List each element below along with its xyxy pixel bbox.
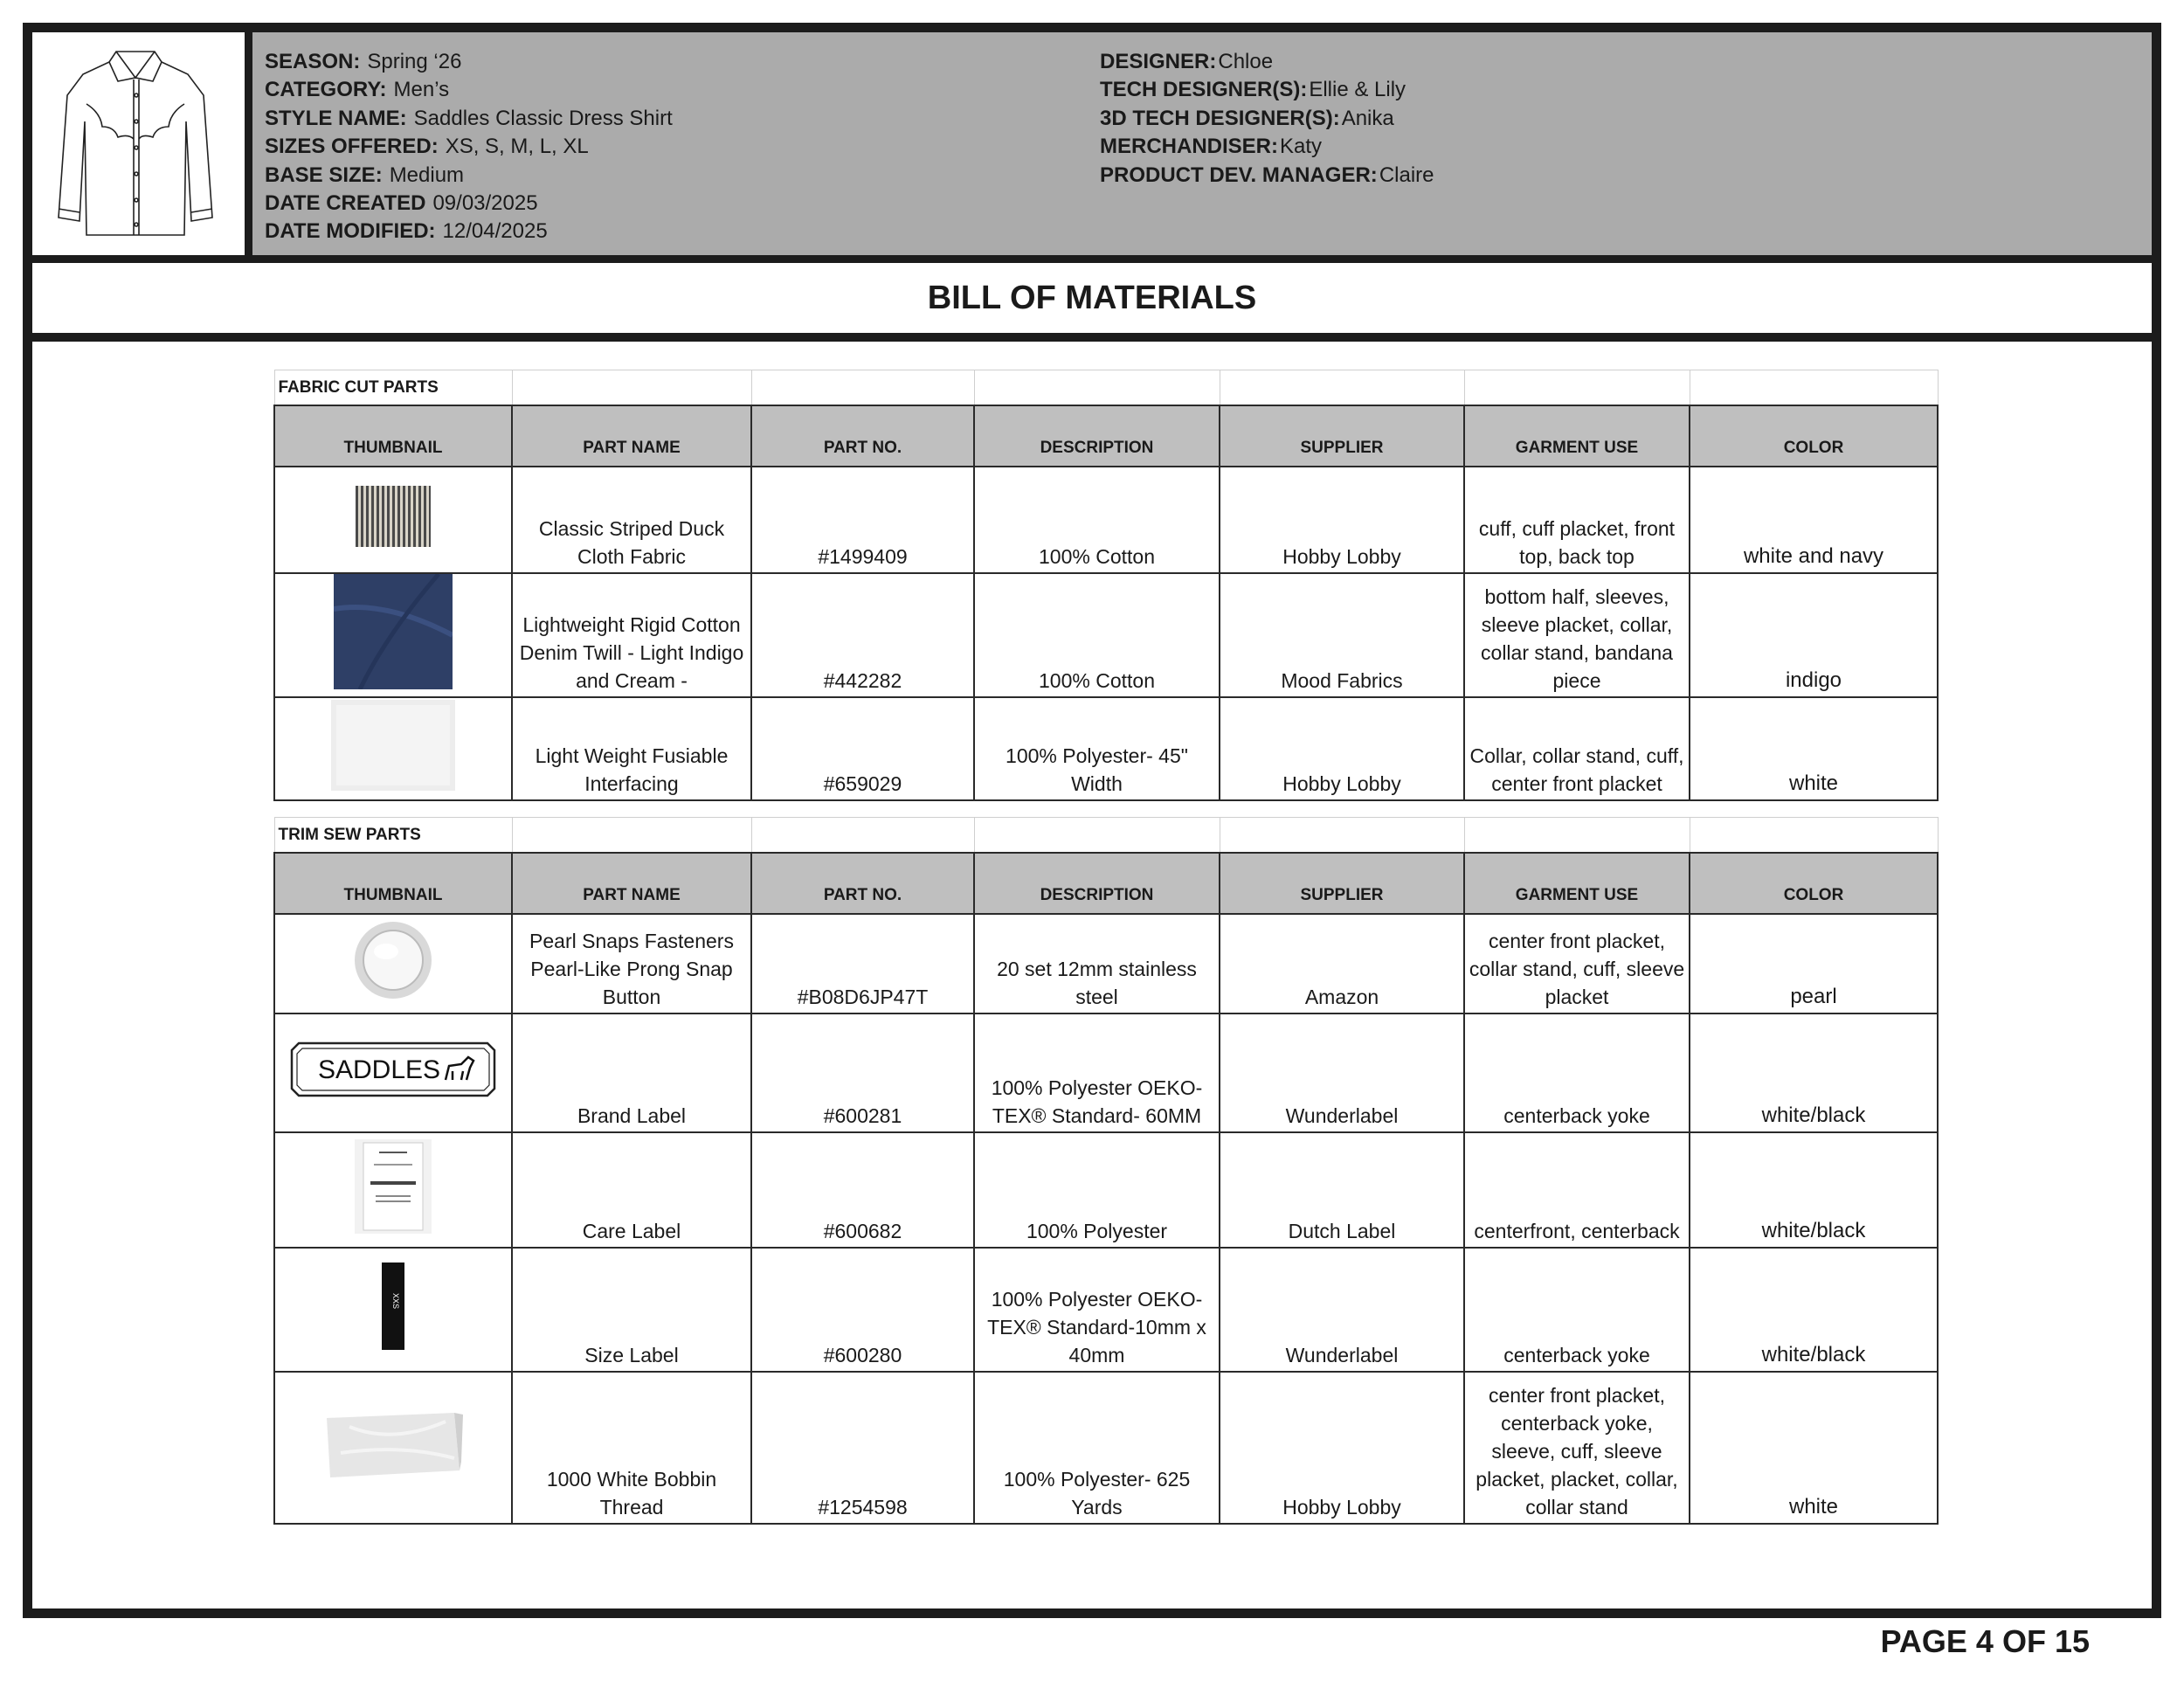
size-label-icon	[382, 1263, 404, 1350]
flat-sketch	[32, 32, 252, 255]
section-header-row	[274, 370, 1938, 406]
garment-use-cell: centerfront, centerback	[1464, 1132, 1690, 1248]
part-name-cell: Light Weight Fusiable Interfacing	[512, 697, 751, 800]
part-no-cell: #659029	[751, 697, 974, 800]
section-spacer	[1220, 370, 1464, 406]
section-spacer	[1690, 370, 1938, 406]
part-no-cell: #600682	[751, 1132, 974, 1248]
table-row	[274, 697, 1938, 800]
denim-fabric-icon	[334, 574, 453, 689]
table-row	[274, 1248, 1938, 1372]
description-cell: 100% Polyester OEKO-TEX® Standard-10mm x 40mm	[974, 1248, 1220, 1372]
description-cell: 100% Cotton	[974, 573, 1220, 697]
header-field-label: 3D TECH DESIGNER(S):	[1100, 106, 1340, 130]
header-field-value: 09/03/2025	[432, 191, 538, 216]
garment-use-cell: bottom half, sleeves, sleeve placket, collar, collar stand, bandana piece	[1464, 573, 1690, 697]
column-header: GARMENT USE	[1464, 853, 1690, 914]
interfacing-thumbnail	[274, 697, 512, 800]
part-name-cell: Care Label	[512, 1132, 751, 1248]
part-no-cell: #600280	[751, 1248, 974, 1372]
header-field-label: BASE SIZE:	[265, 163, 383, 187]
column-header: PART NAME	[512, 405, 751, 467]
header-field-label: DATE CREATED	[265, 191, 426, 216]
section-spacer	[751, 370, 974, 406]
striped-fabric-icon	[356, 486, 431, 547]
header-field	[265, 162, 673, 190]
part-name-cell: Lightweight Rigid Cotton Denim Twill - Light Indigo and Cream -	[512, 573, 751, 697]
header-field-value: Saddles Classic Dress Shirt	[413, 106, 673, 130]
section-label: TRIM SEW PARTS	[274, 818, 512, 854]
header-field-value: Medium	[389, 163, 465, 187]
description-cell: 100% Polyester- 45" Width	[974, 697, 1220, 800]
header-field	[265, 133, 673, 161]
part-name-cell: Size Label	[512, 1248, 751, 1372]
header-field-label: MERCHANDISER:	[1100, 135, 1278, 159]
header-field-label: DATE MODIFIED:	[265, 219, 436, 244]
section-label: FABRIC CUT PARTS	[274, 370, 512, 406]
column-header: THUMBNAIL	[274, 853, 512, 914]
column-header: PART NO.	[751, 405, 974, 467]
header-field-label: SIZES OFFERED:	[265, 135, 439, 159]
section-spacer	[751, 818, 974, 854]
column-header: COLOR	[1690, 853, 1938, 914]
garment-use-cell: center front placket, collar stand, cuff, sleeve placket	[1464, 914, 1690, 1013]
column-header: SUPPLIER	[1220, 405, 1464, 467]
supplier-cell: Wunderlabel	[1220, 1013, 1464, 1132]
description-cell: 100% Polyester OEKO-TEX® Standard- 60MM	[974, 1013, 1220, 1132]
column-header: PART NO.	[751, 853, 974, 914]
header-field-label: STYLE NAME:	[265, 106, 407, 130]
pearl-snap-thumbnail	[274, 914, 512, 1013]
garment-use-cell: centerback yoke	[1464, 1248, 1690, 1372]
color-cell: white/black	[1690, 1013, 1938, 1132]
header-field-value: Spring ‘26	[367, 50, 462, 73]
header-field-value: Men’s	[393, 78, 450, 102]
table-row	[274, 1013, 1938, 1132]
table-row	[274, 1132, 1938, 1248]
supplier-cell: Hobby Lobby	[1220, 1372, 1464, 1524]
column-header: DESCRIPTION	[974, 853, 1220, 914]
color-cell: pearl	[1690, 914, 1938, 1013]
column-header: DESCRIPTION	[974, 405, 1220, 467]
header-field	[1100, 76, 1434, 104]
color-cell: white	[1690, 1372, 1938, 1524]
header-field-label: TECH DESIGNER(S):	[1100, 78, 1308, 102]
part-name-cell: Brand Label	[512, 1013, 751, 1132]
header-field	[265, 76, 673, 104]
header-field-value: Anika	[1341, 106, 1394, 130]
column-header: PART NAME	[512, 853, 751, 914]
color-cell: white	[1690, 697, 1938, 800]
header-field-value: Katy	[1280, 135, 1323, 159]
denim-fabric-thumbnail	[274, 573, 512, 697]
brand-label-icon	[290, 1041, 496, 1097]
description-cell: 100% Polyester	[974, 1132, 1220, 1248]
section-spacer	[974, 370, 1220, 406]
header-field-value: Claire	[1379, 163, 1434, 187]
pearl-snap-icon	[351, 918, 435, 1002]
table-row	[274, 1372, 1938, 1524]
shirt-sketch-icon	[48, 43, 223, 239]
thread-spool-icon	[323, 1409, 463, 1479]
color-cell: white/black	[1690, 1248, 1938, 1372]
part-name-cell: 1000 White Bobbin Thread	[512, 1372, 751, 1524]
header-field-value: 12/04/2025	[442, 219, 548, 244]
column-header-row	[274, 405, 1938, 467]
table-row	[274, 467, 1938, 573]
part-no-cell: #600281	[751, 1013, 974, 1132]
part-no-cell: #442282	[751, 573, 974, 697]
striped-fabric-thumbnail	[274, 467, 512, 573]
trim-table	[273, 817, 1939, 1525]
supplier-cell: Hobby Lobby	[1220, 697, 1464, 800]
header-field-label: DESIGNER:	[1100, 50, 1217, 73]
description-cell: 100% Cotton	[974, 467, 1220, 573]
column-header-row	[274, 853, 1938, 914]
table-row	[274, 914, 1938, 1013]
header-field	[1100, 48, 1434, 76]
table-row	[274, 573, 1938, 697]
supplier-cell: Amazon	[1220, 914, 1464, 1013]
color-cell: indigo	[1690, 573, 1938, 697]
section-spacer	[512, 818, 751, 854]
care-label-icon	[355, 1139, 432, 1234]
header-field	[1100, 133, 1434, 161]
section-spacer	[1464, 818, 1690, 854]
header-field-value: XS, S, M, L, XL	[445, 135, 589, 159]
garment-use-cell: centerback yoke	[1464, 1013, 1690, 1132]
garment-use-cell: center front placket, centerback yoke, sleeve, cuff, sleeve placket, placket, collar, collar stand	[1464, 1372, 1690, 1524]
column-header: COLOR	[1690, 405, 1938, 467]
description-cell: 100% Polyester- 625 Yards	[974, 1372, 1220, 1524]
header-field	[1100, 162, 1434, 190]
part-name-cell: Classic Striped Duck Cloth Fabric	[512, 467, 751, 573]
column-header: GARMENT USE	[1464, 405, 1690, 467]
part-no-cell: #1499409	[751, 467, 974, 573]
part-name-cell: Pearl Snaps Fasteners Pearl-Like Prong Snap Button	[512, 914, 751, 1013]
garment-use-cell: Collar, collar stand, cuff, center front placket	[1464, 697, 1690, 800]
section-spacer	[1464, 370, 1690, 406]
thread-spool-thumbnail	[274, 1372, 512, 1524]
section-spacer	[512, 370, 751, 406]
column-header: SUPPLIER	[1220, 853, 1464, 914]
svg-text:XXS: XXS	[391, 1292, 400, 1310]
section-spacer	[974, 818, 1220, 854]
header-field	[1100, 105, 1434, 133]
page-frame	[23, 23, 2161, 1618]
header-left-fields	[265, 48, 673, 246]
description-cell: 20 set 12mm stainless steel	[974, 914, 1220, 1013]
color-cell: white and navy	[1690, 467, 1938, 573]
care-label-thumbnail	[274, 1132, 512, 1248]
header-field	[265, 190, 673, 218]
svg-text:SADDLES: SADDLES	[317, 1055, 441, 1084]
header-field	[265, 48, 673, 76]
section-spacer	[1690, 818, 1938, 854]
supplier-cell: Mood Fabrics	[1220, 573, 1464, 697]
garment-use-cell: cuff, cuff placket, front top, back top	[1464, 467, 1690, 573]
size-label-thumbnail	[274, 1248, 512, 1372]
header-field	[265, 218, 673, 246]
part-no-cell: #B08D6JP47T	[751, 914, 974, 1013]
part-no-cell: #1254598	[751, 1372, 974, 1524]
supplier-cell: Hobby Lobby	[1220, 467, 1464, 573]
interfacing-icon	[331, 700, 455, 791]
page-number: PAGE 4 OF 15	[1880, 1623, 2090, 1659]
section-header-row	[274, 818, 1938, 854]
header-field-label: CATEGORY:	[265, 78, 387, 102]
header-right-fields	[1100, 48, 1434, 190]
header-field	[265, 105, 673, 133]
supplier-cell: Wunderlabel	[1220, 1248, 1464, 1372]
header-panel	[32, 32, 2152, 263]
fabric-table	[273, 370, 1939, 801]
color-cell: white/black	[1690, 1132, 1938, 1248]
header-field-value: Chloe	[1218, 50, 1274, 73]
section-spacer	[1220, 818, 1464, 854]
header-field-label: SEASON:	[265, 50, 361, 73]
page-title: BILL OF MATERIALS	[32, 263, 2152, 342]
header-field-label: PRODUCT DEV. MANAGER:	[1100, 163, 1378, 187]
header-field-value: Ellie & Lily	[1309, 78, 1406, 102]
column-header: THUMBNAIL	[274, 405, 512, 467]
supplier-cell: Dutch Label	[1220, 1132, 1464, 1248]
brand-label-thumbnail	[274, 1013, 512, 1132]
